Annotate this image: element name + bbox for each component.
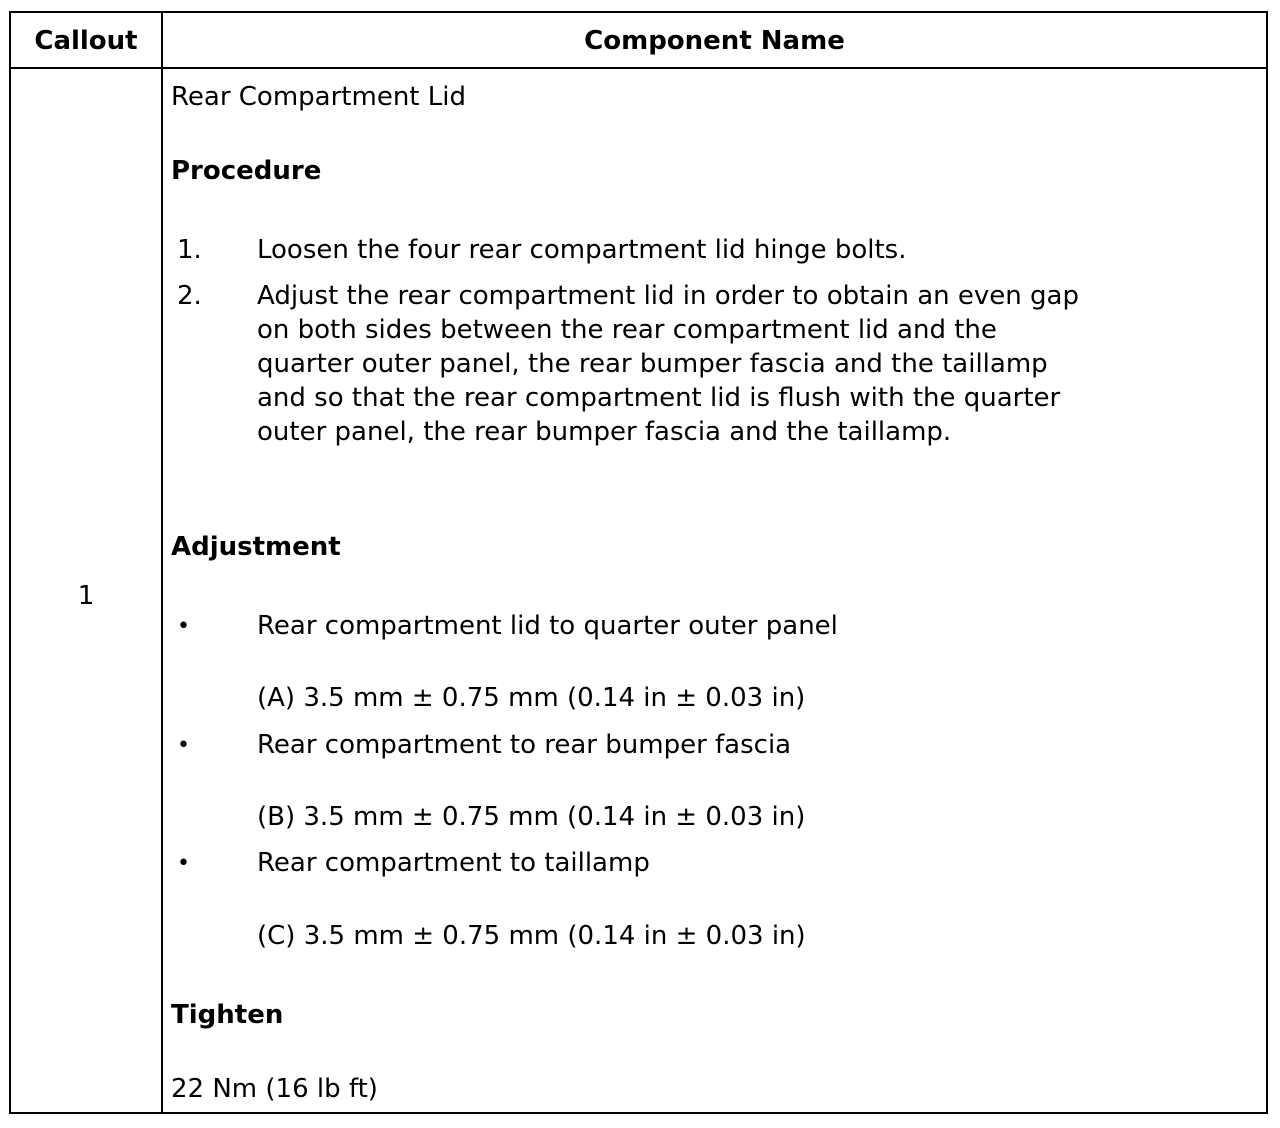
adjustment-heading: Adjustment: [171, 532, 341, 562]
step-text-line: Adjust the rear compartment lid in order to obtain an even gap: [257, 281, 1079, 311]
component-title: Rear Compartment Lid: [171, 82, 466, 112]
callout-number: 1: [77, 581, 95, 611]
step-text: Loosen the four rear compartment lid hinge bolts.: [257, 235, 907, 265]
adjustment-label: Rear compartment to taillamp: [257, 848, 650, 878]
step-text-line: outer panel, the rear bumper fascia and the taillamp.: [257, 417, 952, 447]
adjustment-label: Rear compartment to rear bumper fascia: [257, 730, 792, 760]
column-divider: [161, 13, 163, 1112]
adjustment-label: Rear compartment lid to quarter outer panel: [257, 611, 838, 641]
tighten-heading: Tighten: [171, 1000, 284, 1030]
bullet: •: [177, 733, 190, 758]
step-text-line: and so that the rear compartment lid is flush with the quarter: [257, 383, 1061, 413]
bullet: •: [177, 614, 190, 639]
step-number: 1.: [177, 235, 202, 265]
torque-value: 22 Nm (16 lb ft): [171, 1074, 378, 1104]
procedure-heading: Procedure: [171, 156, 322, 186]
adjustment-spec: (B) 3.5 mm ± 0.75 mm (0.14 in ± 0.03 in): [257, 802, 806, 832]
adjustment-spec: (C) 3.5 mm ± 0.75 mm (0.14 in ± 0.03 in): [257, 921, 806, 951]
step-number: 2.: [177, 281, 202, 311]
header-callout: Callout: [34, 26, 138, 56]
header-component-name: Component Name: [584, 26, 845, 56]
step-text-line: on both sides between the rear compartment lid and the: [257, 315, 997, 345]
specification-table: [9, 11, 1268, 1114]
step-text-line: quarter outer panel, the rear bumper fascia and the taillamp: [257, 349, 1048, 379]
adjustment-spec: (A) 3.5 mm ± 0.75 mm (0.14 in ± 0.03 in): [257, 683, 806, 713]
bullet: •: [177, 851, 190, 876]
